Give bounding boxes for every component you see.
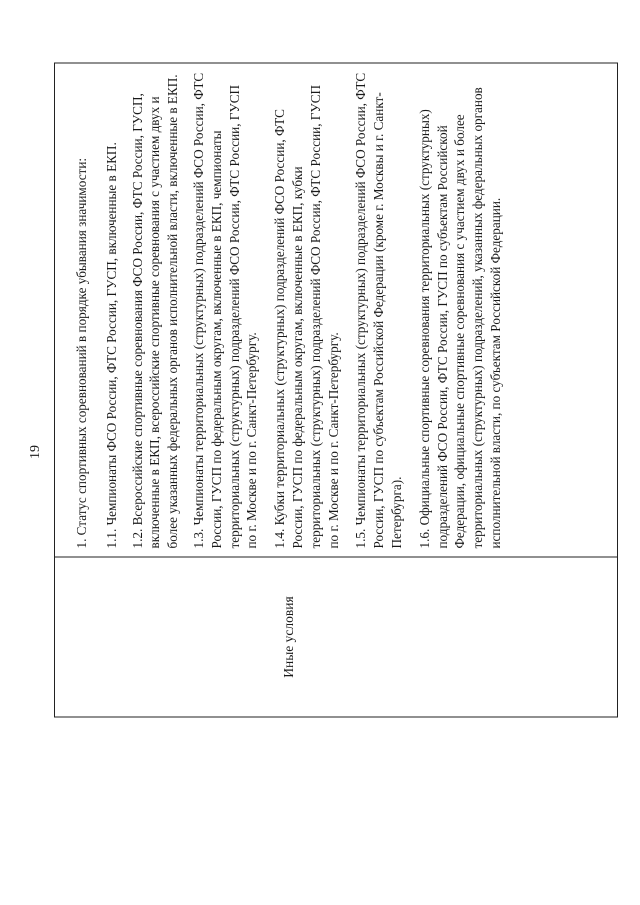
list-item: 1.3. Чемпионаты территориальных (структурных) подразделений ФСО России, ФТС России, ГУСП по федеральным округам, включенные в ЕКП, чемпионаты территориальных (структурных) подразделений ФСО России, ФТС России, ГУСП по г. Москве и по г. Санкт-Петербургу. xyxy=(190,72,260,549)
list-item: 1.6. Официальные спортивные соревнования территориальных (структурных) подразделений ФСО России, ФТС России, ГУСП по субъектам Российской Федерации, официальные спортивные соревнования с участием двух и более территориальных (структурных) подразделений, указанных федеральных органов исполнительной власти, по субъектам Российской Федерации. xyxy=(416,87,503,549)
conditions-table xyxy=(54,63,618,718)
list-item: 1.4. Кубки территориальных (структурных) подразделений ФСО России, ФТС России, ГУСП по федеральным округам, включенные в ЕКП, кубки территориальных (структурных) подразделений ФСО России, ФТС России, ГУСП по г. Москве и по г. Санкт-Петербургу. xyxy=(272,84,341,549)
table-right-cell xyxy=(55,64,617,557)
table-left-cell xyxy=(55,557,617,717)
page-number: 19 xyxy=(28,445,43,459)
list-item: 1.1. Чемпионаты ФСО России, ФТС России, ГУСП, включенные в ЕКП. xyxy=(103,142,119,549)
list-item: 1.5. Чемпионаты территориальных (структурных) подразделений ФСО России, ФТС России, ГУСП по субъектам Российской Федерации (кроме г. Москвы и г. Санкт-Петербурга). xyxy=(353,72,404,549)
list-item: 1. Статус спортивных соревнований в порядке убывания значимости: xyxy=(74,157,89,549)
left-cell-label: Иные условия xyxy=(281,596,296,678)
list-item: 1.2. Всероссийские спортивные соревнования ФСО России, ФТС России, ГУСП, включенные в ЕКП, всероссийские спортивные соревнования с участием двух и более указанных федеральных органов исполнительной власти, включенные в ЕКП. xyxy=(129,74,181,549)
